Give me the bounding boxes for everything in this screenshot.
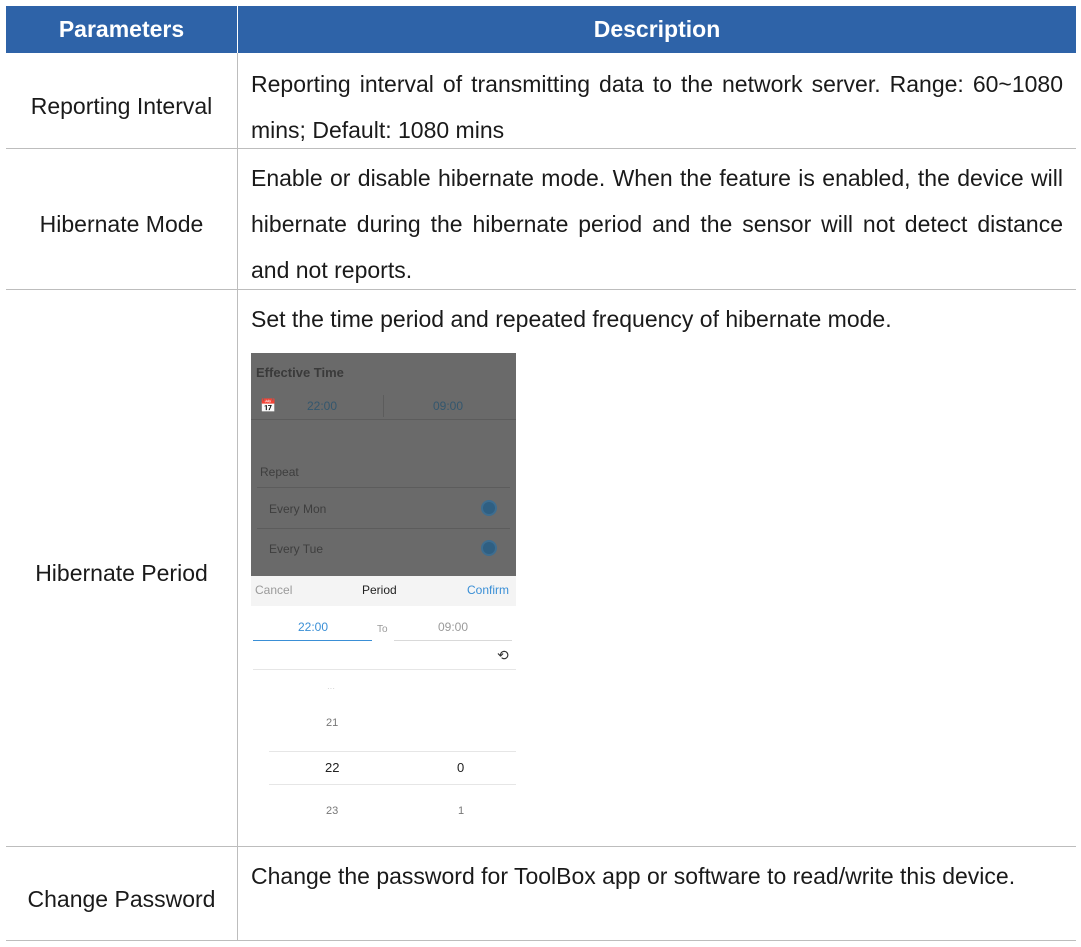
time-divider bbox=[383, 395, 384, 417]
period-start-time[interactable]: 22:00 bbox=[298, 620, 329, 634]
picker-title: Period bbox=[362, 583, 397, 597]
desc-hibernate-period: Set the time period and repeated frequency of hibernate mode. bbox=[251, 306, 892, 332]
param-reporting-interval: Reporting Interval bbox=[30, 93, 213, 119]
table-header bbox=[6, 6, 1076, 53]
param-hibernate-period: Hibernate Period bbox=[35, 560, 208, 586]
effective-start-time: 22:00 bbox=[307, 399, 338, 413]
header-description: Description bbox=[593, 16, 721, 42]
param-hibernate-mode: Hibernate Mode bbox=[39, 211, 204, 237]
hour-option-23[interactable]: 23 bbox=[326, 805, 339, 817]
header-parameters: Parameters bbox=[58, 16, 185, 42]
desc-hibernate-mode: Enable or disable hibernate mode. When the feature is enabled, the device will hibernate during the hibernate period and the sensor will not detect distance and not reports. bbox=[251, 165, 1063, 283]
hour-option-22-selected[interactable]: 22 bbox=[325, 760, 340, 775]
param-change-password: Change Password bbox=[27, 886, 216, 912]
column-divider bbox=[237, 53, 238, 941]
reset-icon[interactable]: ⟲ bbox=[497, 647, 509, 663]
divider bbox=[257, 528, 510, 529]
effective-end-time: 09:00 bbox=[433, 399, 464, 413]
minute-option-1[interactable]: 1 bbox=[458, 805, 465, 817]
row-divider bbox=[6, 940, 1076, 941]
picker-selection-line bbox=[269, 784, 516, 785]
repeat-item-tue: Every Tue bbox=[269, 542, 324, 556]
end-time-underline bbox=[394, 640, 512, 641]
to-label: To bbox=[377, 624, 388, 635]
hibernate-period-screenshot bbox=[251, 353, 516, 827]
repeat-label: Repeat bbox=[260, 465, 299, 479]
radio-tue-selected[interactable] bbox=[481, 540, 497, 556]
divider bbox=[253, 669, 516, 670]
picker-selection-line bbox=[269, 751, 516, 752]
repeat-item-mon: Every Mon bbox=[269, 502, 327, 516]
period-end-time[interactable]: 09:00 bbox=[438, 620, 469, 634]
calendar-icon: 📅 bbox=[260, 398, 277, 413]
desc-reporting-interval: Reporting interval of transmitting data to the network server. Range: 60~1080 mins; Default: 1080 mins bbox=[251, 71, 1063, 143]
minute-option-0-selected[interactable]: 0 bbox=[457, 760, 465, 775]
divider bbox=[251, 419, 516, 420]
start-time-underline bbox=[253, 640, 372, 641]
hour-option-21[interactable]: 21 bbox=[326, 717, 339, 729]
more-options-indicator: ··· bbox=[327, 684, 335, 693]
radio-mon-selected[interactable] bbox=[481, 500, 497, 516]
divider bbox=[257, 487, 510, 488]
confirm-button[interactable]: Confirm bbox=[467, 583, 510, 597]
row-divider bbox=[6, 846, 1076, 847]
effective-time-title: Effective Time bbox=[256, 365, 344, 380]
cancel-button[interactable]: Cancel bbox=[255, 583, 293, 597]
desc-change-password: Change the password for ToolBox app or software to read/write this device. bbox=[251, 863, 1016, 889]
